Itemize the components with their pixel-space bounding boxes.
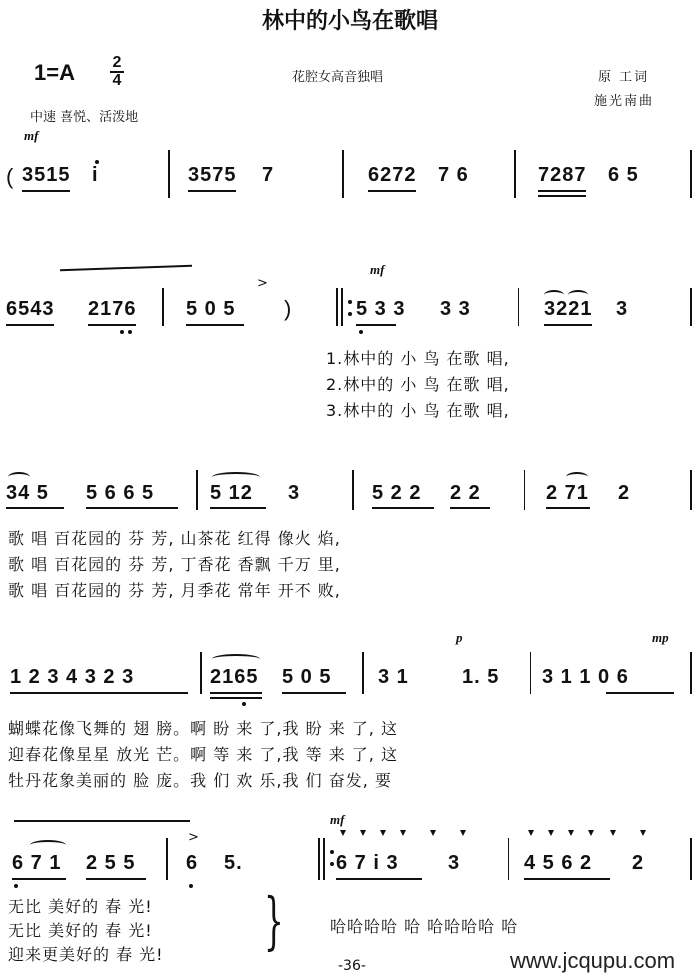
lyrics-line: 迎来更美好的 春 光! [8, 945, 164, 964]
tie-arc [568, 290, 588, 300]
tie-arc [544, 290, 564, 300]
beam [88, 324, 136, 326]
dynamic-mf: mf [370, 262, 385, 277]
repeat-barline [336, 288, 338, 326]
verse-line-3: 3.林中的 小 鸟 在歌 唱, [326, 401, 510, 420]
note-group: 5 6 6 5 [86, 482, 155, 504]
note-group: 3 [288, 482, 301, 504]
barline [524, 470, 525, 510]
note-group: 6 7 i 3 [336, 852, 399, 874]
note-group: 2 71 [546, 482, 589, 504]
beam [368, 190, 416, 192]
tie-arc [566, 472, 588, 482]
note-group: 2 2 [450, 482, 481, 504]
low-dot [359, 330, 363, 334]
time-signature [110, 56, 124, 88]
lyrics-line: 无比 美好的 春 光! [8, 921, 153, 940]
lyrics-line: 牡丹花象美丽的 脸 庞。我 们 欢 乐,我 们 奋发, 要 [8, 771, 392, 790]
high-dot [95, 160, 99, 164]
note-group: 5 0 5 [282, 666, 332, 688]
note-group: 2165 [210, 666, 259, 688]
beam [188, 190, 236, 192]
note-group: 2 [618, 482, 631, 504]
staccato-wedge [400, 830, 406, 836]
note-group: 6272 [368, 164, 417, 186]
staccato-wedge [568, 830, 574, 836]
note-group: 3 1 1 0 6 [542, 666, 629, 688]
repeat-barline [323, 838, 325, 880]
note-group: 7 6 [438, 164, 469, 186]
note-group: 7287 [538, 164, 587, 186]
barline [166, 838, 168, 880]
repeat-barline [318, 838, 320, 880]
barline [690, 652, 692, 694]
lyrics-line: 歌 唱 百花园的 芬 芳, 丁香花 香飘 千万 里, [8, 555, 341, 574]
barline [690, 288, 692, 326]
beam [6, 507, 64, 509]
beam [210, 507, 266, 509]
beam [538, 190, 586, 192]
tie-arc [30, 840, 66, 850]
note-group: 3515 [22, 164, 71, 186]
note-group: 6543 [6, 298, 55, 320]
note-group: 5. [224, 852, 243, 874]
staccato-wedge [610, 830, 616, 836]
staccato-wedge [340, 830, 346, 836]
lyrics-line: 歌 唱 百花园的 芬 芳, 月季花 常年 开不 败, [8, 581, 341, 600]
low-dot [189, 884, 193, 888]
repeat-dot [348, 300, 352, 304]
barline [530, 652, 531, 694]
tie-arc [212, 654, 260, 664]
staccato-wedge [460, 830, 466, 836]
haha-line: 哈哈哈哈 哈 哈哈哈哈 哈 [330, 917, 519, 936]
staccato-wedge [430, 830, 436, 836]
verse-line-2: 2.林中的 小 鸟 在歌 唱, [326, 375, 510, 394]
repeat-dot [330, 862, 334, 866]
note-group: 2176 [88, 298, 137, 320]
composer-credit: 施光南曲 [594, 94, 655, 109]
staccato-wedge [548, 830, 554, 836]
dynamic-mf-intro: mf [24, 128, 39, 143]
verse-line-1: 1.林中的 小 鸟 在歌 唱, [326, 349, 510, 368]
open-paren: ( [6, 164, 15, 189]
key-signature: 1=A [34, 60, 75, 85]
note-group: 7 [262, 164, 275, 186]
note-group: 6 [186, 852, 199, 874]
note-group: 2 [632, 852, 645, 874]
note-group: 1 2 3 4 3 2 3 [10, 666, 135, 688]
note-group: 5 0 5 [186, 298, 236, 320]
staccato-wedge [380, 830, 386, 836]
tie-arc [212, 472, 260, 482]
barline [690, 470, 692, 510]
barline [200, 652, 202, 694]
crescendo-line [14, 820, 190, 822]
staccato-wedge [640, 830, 646, 836]
note-group: 34 5 [6, 482, 49, 504]
beam [372, 507, 434, 509]
brace-symbol: } [264, 884, 284, 957]
beam [546, 507, 590, 509]
low-dot [14, 884, 18, 888]
beam [524, 878, 610, 880]
barline [362, 652, 364, 694]
note-group: 6 7 1 [12, 852, 62, 874]
lyrics-line: 迎春花像星星 放光 芒。啊 等 来 了,我 等 来 了, 这 [8, 745, 398, 764]
staccato-wedge [588, 830, 594, 836]
note-group: 4 5 6 2 [524, 852, 593, 874]
dynamic-mf: mf [330, 812, 345, 827]
note-group: 5 3 3 [356, 298, 406, 320]
beam [186, 324, 244, 326]
beam [86, 507, 178, 509]
barline [518, 288, 519, 326]
tie-arc [8, 472, 30, 482]
beam [22, 190, 70, 192]
beam [544, 324, 592, 326]
close-paren: ) [284, 296, 293, 321]
beam [10, 692, 188, 694]
note-group: 3 3 [440, 298, 471, 320]
note-group: 3221 [544, 298, 593, 320]
beam [210, 692, 262, 694]
beam [282, 692, 346, 694]
barline [690, 150, 692, 198]
page-number: -36- [338, 958, 366, 974]
song-title: 林中的小鸟在歌唱 [261, 9, 438, 34]
dynamic-mp: mp [652, 630, 669, 645]
lyricist-credit: 原 工词 [598, 70, 650, 85]
beam [606, 692, 674, 694]
time-sig-bottom: 4 [112, 72, 122, 89]
beam [210, 697, 262, 699]
tempo-marking: 中速 喜悦、活泼地 [30, 110, 139, 125]
low-dot [242, 702, 246, 706]
barline [508, 838, 509, 880]
repeat-barline [341, 288, 343, 326]
lyrics-line: 无比 美好的 春 光! [8, 897, 153, 916]
barline [342, 150, 344, 198]
beam [6, 324, 54, 326]
note-group: 5 2 2 [372, 482, 422, 504]
dynamic-p: p [456, 630, 463, 645]
staccato-wedge [528, 830, 534, 836]
barline [168, 150, 170, 198]
subtitle: 花腔女高音独唱 [292, 70, 384, 85]
barline [690, 838, 692, 880]
lyrics-line: 歌 唱 百花园的 芬 芳, 山茶花 红得 像火 焰, [8, 529, 341, 548]
beam [538, 195, 586, 197]
repeat-dot [330, 850, 334, 854]
barline [352, 470, 354, 510]
beam [12, 878, 66, 880]
barline [162, 288, 164, 326]
note-group: 3 1 [378, 666, 409, 688]
watermark: www.jcqupu.com [510, 948, 676, 973]
note-group: 3 [448, 852, 461, 874]
time-sig-top: 2 [112, 54, 122, 71]
note-group: 3 [616, 298, 629, 320]
beam [336, 878, 422, 880]
note-group: 1. 5 [462, 666, 500, 688]
lyrics-line: 蝴蝶花像飞舞的 翅 膀。啊 盼 来 了,我 盼 来 了, 这 [8, 719, 398, 738]
beam [86, 878, 146, 880]
barline [514, 150, 516, 198]
staccato-wedge [360, 830, 366, 836]
accent-mark: > [257, 276, 268, 291]
beam [450, 507, 490, 509]
note-group: 6 5 [608, 164, 639, 186]
barline [196, 470, 198, 510]
note-group: 5 12 [210, 482, 253, 504]
note-group: 3575 [188, 164, 237, 186]
decrescendo-line [60, 265, 192, 276]
note-group: 2 5 5 [86, 852, 136, 874]
repeat-dot [348, 312, 352, 316]
low-dot [128, 330, 132, 334]
accent-mark: > [188, 830, 199, 845]
low-dot [120, 330, 124, 334]
note-group: i [92, 164, 99, 186]
beam [356, 324, 396, 326]
